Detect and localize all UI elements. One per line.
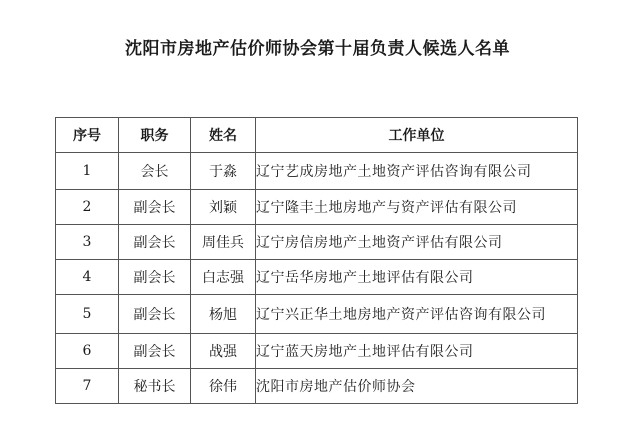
row-role: 会长 <box>119 153 191 190</box>
row-role: 副会长 <box>119 334 191 369</box>
row-name: 徐伟 <box>191 369 256 404</box>
row-role: 副会长 <box>119 190 191 225</box>
table-row <box>56 190 578 225</box>
row-role: 副会长 <box>119 260 191 295</box>
header-no: 序号 <box>56 118 119 153</box>
row-org: 沈阳市房地产估价师协会 <box>256 369 578 404</box>
row-no: 6 <box>56 334 119 369</box>
row-no: 4 <box>56 260 119 295</box>
row-org: 辽宁房信房地产土地资产评估有限公司 <box>256 225 578 260</box>
row-name: 刘颖 <box>191 190 256 225</box>
row-no: 2 <box>56 190 119 225</box>
row-org: 辽宁艺成房地产土地资产评估咨询有限公司 <box>256 153 578 190</box>
header-role: 职务 <box>119 118 191 153</box>
row-org: 辽宁兴正华土地房地产资产评估咨询有限公司 <box>256 295 578 334</box>
table-row <box>56 260 578 295</box>
table-row <box>56 369 578 404</box>
row-name: 于淼 <box>191 153 256 190</box>
row-org: 辽宁岳华房地产土地评估有限公司 <box>256 260 578 295</box>
table-row <box>56 295 578 334</box>
header-name: 姓名 <box>191 118 256 153</box>
row-no: 5 <box>56 295 119 334</box>
row-name: 战强 <box>191 334 256 369</box>
row-no: 1 <box>56 153 119 190</box>
row-role: 副会长 <box>119 295 191 334</box>
table-row <box>56 334 578 369</box>
document-title: 沈阳市房地产估价师协会第十届负责人候选人名单 <box>125 39 510 59</box>
table-header-row <box>56 118 578 153</box>
row-org: 辽宁隆丰土地房地产与资产评估有限公司 <box>256 190 578 225</box>
table-row <box>56 225 578 260</box>
row-name: 杨旭 <box>191 295 256 334</box>
row-org: 辽宁蓝天房地产土地评估有限公司 <box>256 334 578 369</box>
header-org: 工作单位 <box>256 118 578 153</box>
candidate-table <box>55 117 578 404</box>
row-name: 白志强 <box>191 260 256 295</box>
row-name: 周佳兵 <box>191 225 256 260</box>
row-no: 3 <box>56 225 119 260</box>
table-row <box>56 153 578 190</box>
row-role: 副会长 <box>119 225 191 260</box>
row-no: 7 <box>56 369 119 404</box>
row-role: 秘书长 <box>119 369 191 404</box>
